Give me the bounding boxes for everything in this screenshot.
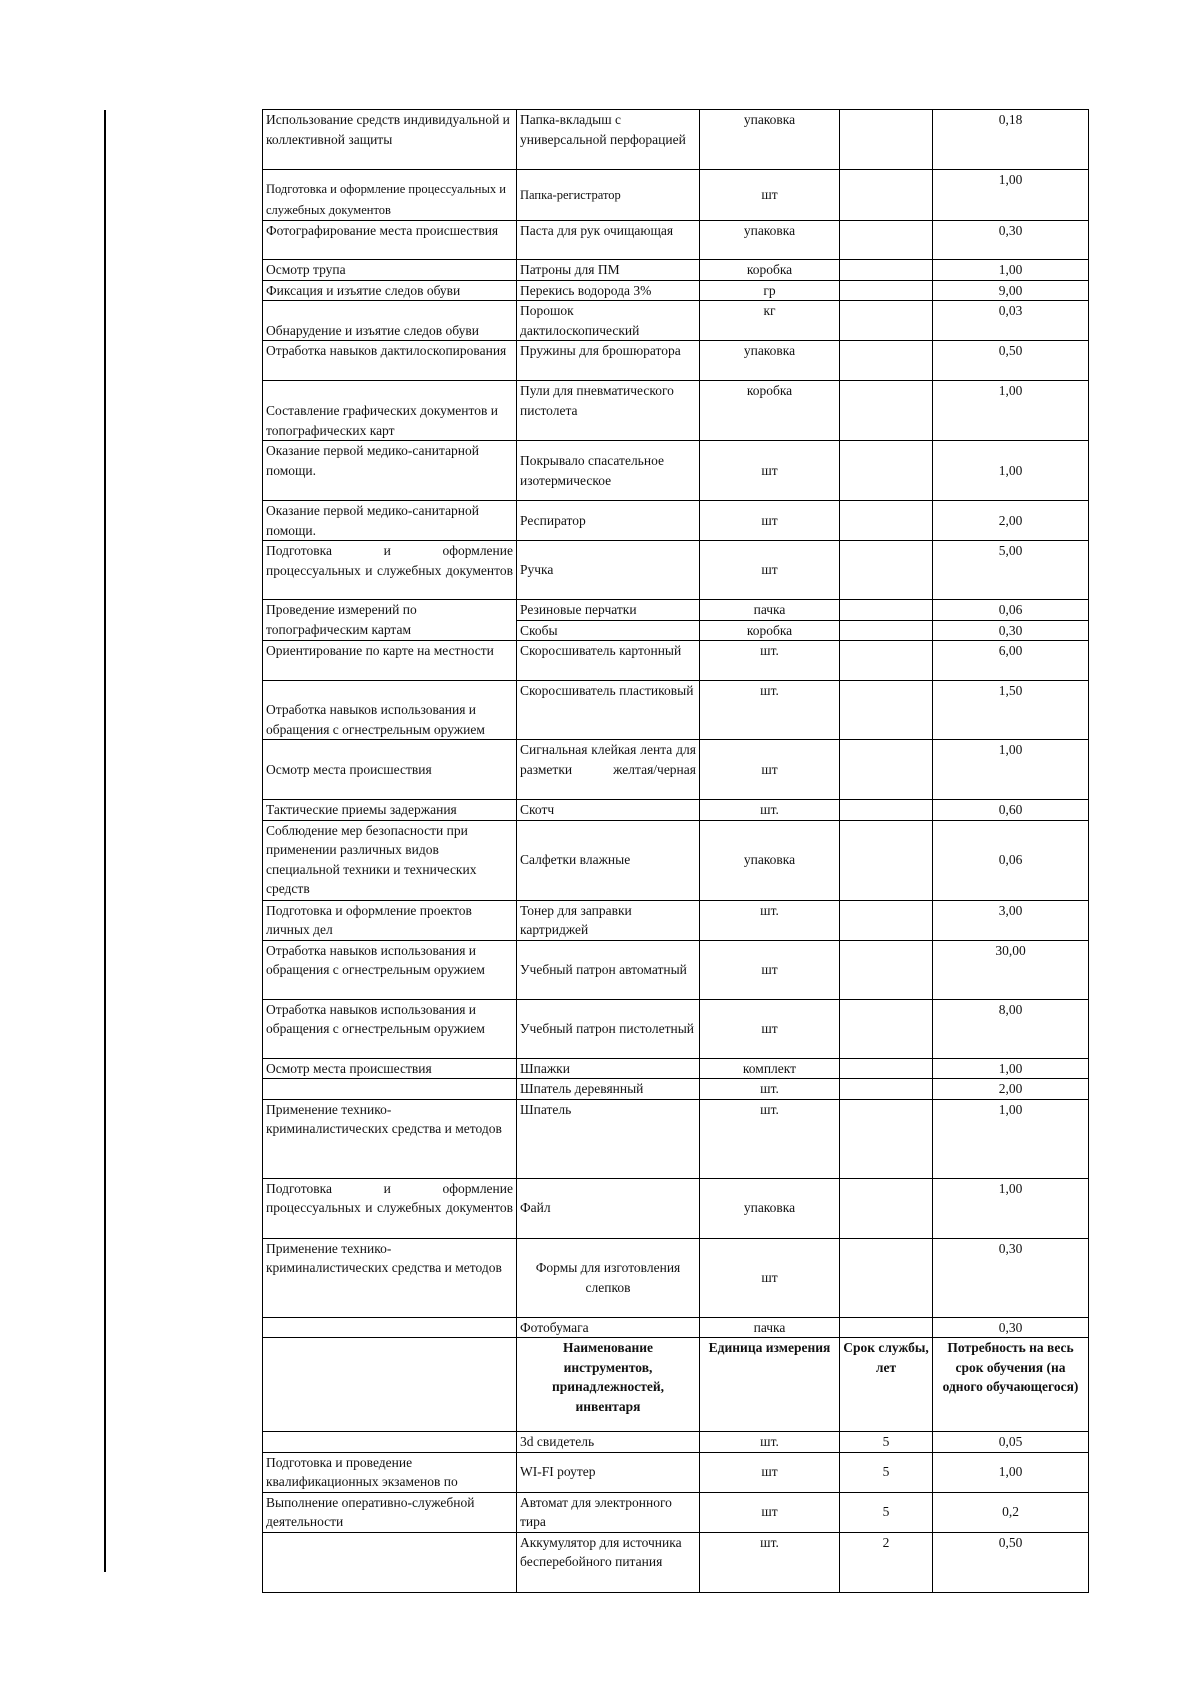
activity-cell: Отработка навыков использования и обращения с огнестрельным оружием	[263, 940, 517, 999]
term-cell	[840, 110, 933, 170]
activity-cell: Оказание первой медико-санитарной помощи.	[263, 441, 517, 501]
need-cell: 6,00	[933, 641, 1089, 681]
need-cell: 0,2	[933, 1492, 1089, 1532]
supplies-table	[262, 109, 1089, 1593]
term-cell: 5	[840, 1452, 933, 1492]
term-cell	[840, 501, 933, 541]
need-cell: 0,30	[933, 620, 1089, 641]
need-cell: 0,50	[933, 1532, 1089, 1592]
table-row	[263, 280, 1089, 301]
activity-cell: Фотографирование места происшествия	[263, 221, 517, 260]
table-row	[263, 641, 1089, 681]
item-cell: Пули для пневматического пистолета	[517, 381, 700, 441]
unit-cell: коробка	[700, 381, 840, 441]
item-cell: Шпатель	[517, 1099, 700, 1178]
item-cell: WI-FI роутер	[517, 1452, 700, 1492]
need-cell: 8,00	[933, 999, 1089, 1058]
table-header-row	[263, 1338, 1089, 1432]
table-row	[263, 501, 1089, 541]
item-cell: Скобы	[517, 620, 700, 641]
unit-cell: шт.	[700, 1099, 840, 1178]
table-row	[263, 1079, 1089, 1100]
table-row	[263, 170, 1089, 221]
need-cell: 0,03	[933, 301, 1089, 341]
unit-cell: шт	[700, 740, 840, 800]
item-cell: Папка-вкладыш с универсальной перфорацией	[517, 110, 700, 170]
unit-cell: коробка	[700, 620, 840, 641]
unit-cell: шт.	[700, 1079, 840, 1100]
need-cell: 1,00	[933, 1099, 1089, 1178]
table-row	[263, 1432, 1089, 1453]
table-row	[263, 221, 1089, 260]
need-cell: 2,00	[933, 501, 1089, 541]
unit-cell: шт.	[700, 681, 840, 740]
term-cell	[840, 1058, 933, 1079]
item-cell: Шпатель деревянный	[517, 1079, 700, 1100]
header-need-cell: Потребность на весь срок обучения (на одного обучающегося)	[933, 1338, 1089, 1432]
term-cell	[840, 221, 933, 260]
term-cell	[840, 1317, 933, 1338]
item-cell: Скоросшиватель пластиковый	[517, 681, 700, 740]
table-row	[263, 110, 1089, 170]
table-row	[263, 1317, 1089, 1338]
unit-cell: шт.	[700, 641, 840, 681]
item-cell: Фотобумага	[517, 1317, 700, 1338]
table-row	[263, 940, 1089, 999]
item-cell: 3d свидетель	[517, 1432, 700, 1453]
term-cell	[840, 820, 933, 900]
item-cell: Папка-регистратор	[517, 170, 700, 221]
unit-cell: пачка	[700, 600, 840, 621]
table-row	[263, 441, 1089, 501]
table-row	[263, 1492, 1089, 1532]
unit-cell: упаковка	[700, 110, 840, 170]
activity-cell: Отработка навыков дактилоскопирования	[263, 341, 517, 381]
item-cell: Файл	[517, 1178, 700, 1238]
need-cell: 0,30	[933, 1238, 1089, 1317]
term-cell	[840, 170, 933, 221]
term-cell	[840, 280, 933, 301]
item-cell: Скоросшиватель картонный	[517, 641, 700, 681]
header-item-cell: Наименование инструментов, принадлежностей, инвентаря	[517, 1338, 700, 1432]
item-cell: Автомат для электронного тира	[517, 1492, 700, 1532]
activity-cell: Применение технико-криминалистических средства и методов	[263, 1238, 517, 1317]
unit-cell: шт	[700, 541, 840, 600]
activity-cell: Тактические приемы задержания	[263, 800, 517, 821]
activity-cell: Осмотр места происшествия	[263, 740, 517, 800]
need-cell: 0,30	[933, 1317, 1089, 1338]
term-cell	[840, 681, 933, 740]
activity-cell: Подготовка и оформление процессуальных и служебных документов	[263, 541, 517, 600]
item-cell: Респиратор	[517, 501, 700, 541]
table-row	[263, 1099, 1089, 1178]
need-cell: 3,00	[933, 900, 1089, 940]
table-row	[263, 1238, 1089, 1317]
activity-cell	[263, 1532, 517, 1592]
need-cell: 5,00	[933, 541, 1089, 600]
activity-cell: Осмотр места происшествия	[263, 1058, 517, 1079]
table-row	[263, 381, 1089, 441]
activity-cell: Подготовка и проведение квалификационных экзаменов по	[263, 1452, 517, 1492]
term-cell	[840, 1099, 933, 1178]
item-cell: Покрывало спасательное изотермическое	[517, 441, 700, 501]
item-cell: Тонер для заправки картриджей	[517, 900, 700, 940]
item-cell: Сигнальная клейкая лента для разметки желтая/черная	[517, 740, 700, 800]
table-row	[263, 820, 1089, 900]
unit-cell: комплект	[700, 1058, 840, 1079]
table-row	[263, 1532, 1089, 1592]
term-cell: 5	[840, 1492, 933, 1532]
table-row	[263, 900, 1089, 940]
term-cell	[840, 1079, 933, 1100]
unit-cell: упаковка	[700, 820, 840, 900]
item-cell: Паста для рук очищающая	[517, 221, 700, 260]
term-cell	[840, 381, 933, 441]
term-cell	[840, 1238, 933, 1317]
item-cell: Пружины для брошюратора	[517, 341, 700, 381]
unit-cell: шт	[700, 940, 840, 999]
activity-cell: Фиксация и изъятие следов обуви	[263, 280, 517, 301]
term-cell	[840, 940, 933, 999]
need-cell: 0,06	[933, 820, 1089, 900]
item-cell: Ручка	[517, 541, 700, 600]
table-row	[263, 1452, 1089, 1492]
table-row	[263, 600, 1089, 621]
table-row	[263, 681, 1089, 740]
item-cell: Скотч	[517, 800, 700, 821]
activity-cell: Выполнение оперативно-служебной деятельности	[263, 1492, 517, 1532]
need-cell: 0,50	[933, 341, 1089, 381]
need-cell: 1,00	[933, 441, 1089, 501]
term-cell: 2	[840, 1532, 933, 1592]
unit-cell: шт.	[700, 1432, 840, 1453]
activity-cell: Подготовка и оформление проектов личных дел	[263, 900, 517, 940]
unit-cell: шт	[700, 501, 840, 541]
need-cell: 1,00	[933, 740, 1089, 800]
item-cell: Перекись водорода 3%	[517, 280, 700, 301]
unit-cell: пачка	[700, 1317, 840, 1338]
table-row	[263, 301, 1089, 341]
term-cell	[840, 441, 933, 501]
unit-cell: шт	[700, 170, 840, 221]
header-unit-cell: Единица измерения	[700, 1338, 840, 1432]
unit-cell: шт.	[700, 800, 840, 821]
need-cell: 1,00	[933, 170, 1089, 221]
need-cell: 1,00	[933, 260, 1089, 281]
need-cell: 1,50	[933, 681, 1089, 740]
activity-cell: Подготовка и оформление процессуальных и служебных документов	[263, 170, 517, 221]
table-row	[263, 999, 1089, 1058]
need-cell: 0,06	[933, 600, 1089, 621]
activity-cell: Осмотр трупа	[263, 260, 517, 281]
unit-cell: гр	[700, 280, 840, 301]
activity-cell: Применение технико-криминалистических средства и методов	[263, 1099, 517, 1178]
unit-cell: коробка	[700, 260, 840, 281]
table-row	[263, 1058, 1089, 1079]
term-cell	[840, 641, 933, 681]
need-cell: 30,00	[933, 940, 1089, 999]
item-cell: Патроны для ПМ	[517, 260, 700, 281]
item-cell: Учебный патрон автоматный	[517, 940, 700, 999]
term-cell	[840, 999, 933, 1058]
unit-cell: упаковка	[700, 341, 840, 381]
item-cell: Учебный патрон пистолетный	[517, 999, 700, 1058]
unit-cell: упаковка	[700, 221, 840, 260]
need-cell: 1,00	[933, 1452, 1089, 1492]
activity-cell: Обнарудение и изъятие следов обуви	[263, 301, 517, 341]
need-cell: 0,30	[933, 221, 1089, 260]
activity-cell: Оказание первой медико-санитарной помощи.	[263, 501, 517, 541]
unit-cell: шт	[700, 1238, 840, 1317]
term-cell	[840, 900, 933, 940]
header-term-cell: Срок службы, лет	[840, 1338, 933, 1432]
table-row	[263, 260, 1089, 281]
item-cell: Салфетки влажные	[517, 820, 700, 900]
item-cell: Порошок дактилоскопический	[517, 301, 700, 341]
item-cell: Шпажки	[517, 1058, 700, 1079]
activity-cell	[263, 1432, 517, 1453]
unit-cell: шт.	[700, 900, 840, 940]
unit-cell: упаковка	[700, 1178, 840, 1238]
unit-cell: шт	[700, 1492, 840, 1532]
term-cell: 5	[840, 1432, 933, 1453]
item-cell: Резиновые перчатки	[517, 600, 700, 621]
need-cell: 1,00	[933, 1058, 1089, 1079]
margin-line	[104, 110, 106, 1572]
activity-cell: Использование средств индивидуальной и коллективной защиты	[263, 110, 517, 170]
activity-cell: Подготовка и оформление процессуальных и служебных документов	[263, 1178, 517, 1238]
table-row	[263, 1178, 1089, 1238]
activity-cell	[263, 1317, 517, 1338]
unit-cell: шт	[700, 441, 840, 501]
need-cell: 1,00	[933, 1178, 1089, 1238]
activity-cell: Отработка навыков использования и обращения с огнестрельным оружием	[263, 681, 517, 740]
table-row	[263, 341, 1089, 381]
item-cell: Аккумулятор для источника бесперебойного питания	[517, 1532, 700, 1592]
need-cell: 0,05	[933, 1432, 1089, 1453]
unit-cell: шт	[700, 999, 840, 1058]
item-cell: Формы для изготовления слепков	[517, 1238, 700, 1317]
unit-cell: кг	[700, 301, 840, 341]
activity-cell: Отработка навыков использования и обращения с огнестрельным оружием	[263, 999, 517, 1058]
table-row	[263, 800, 1089, 821]
activity-cell	[263, 1079, 517, 1100]
unit-cell: шт.	[700, 1532, 840, 1592]
activity-cell: Проведение измерений по топографическим картам	[263, 600, 517, 641]
term-cell	[840, 800, 933, 821]
term-cell	[840, 1178, 933, 1238]
term-cell	[840, 301, 933, 341]
table-row	[263, 541, 1089, 600]
header-activity-cell	[263, 1338, 517, 1432]
unit-cell: шт	[700, 1452, 840, 1492]
need-cell: 0,18	[933, 110, 1089, 170]
term-cell	[840, 600, 933, 621]
need-cell: 1,00	[933, 381, 1089, 441]
term-cell	[840, 541, 933, 600]
term-cell	[840, 341, 933, 381]
term-cell	[840, 620, 933, 641]
need-cell: 9,00	[933, 280, 1089, 301]
need-cell: 0,60	[933, 800, 1089, 821]
activity-cell: Ориентирование по карте на местности	[263, 641, 517, 681]
activity-cell: Составление графических документов и топографических карт	[263, 381, 517, 441]
term-cell	[840, 260, 933, 281]
term-cell	[840, 740, 933, 800]
table-row	[263, 740, 1089, 800]
need-cell: 2,00	[933, 1079, 1089, 1100]
activity-cell: Соблюдение мер безопасности при применении различных видов специальной техники и технических средств	[263, 820, 517, 900]
